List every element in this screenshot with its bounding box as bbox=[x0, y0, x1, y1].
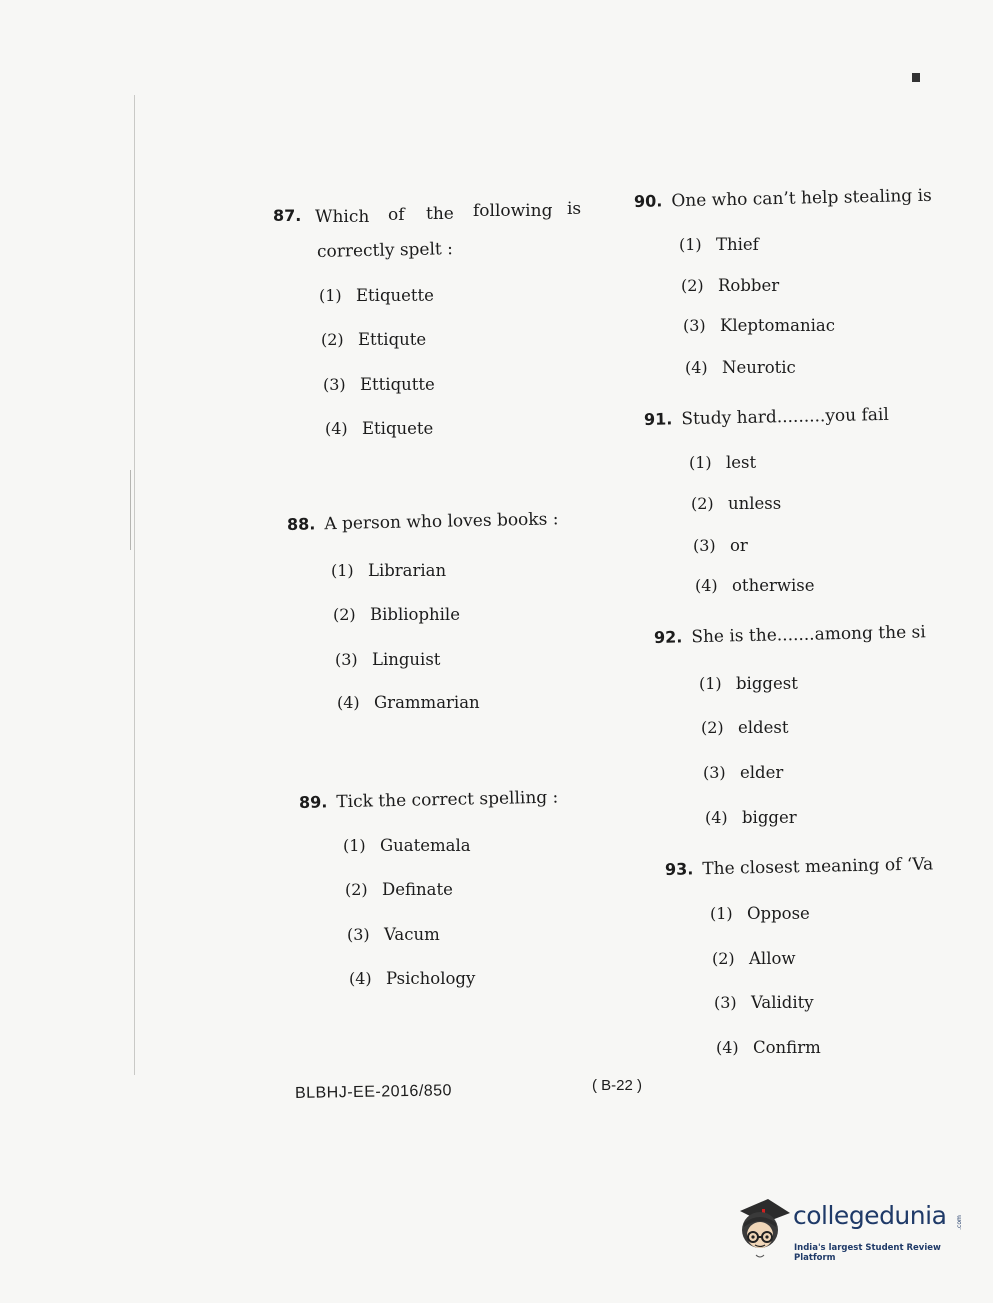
paper-code: BLBHJ-EE-2016/850 bbox=[294, 1082, 453, 1102]
question-number: 89. bbox=[298, 792, 328, 812]
option-3[interactable]: (3) Kleptomaniac bbox=[683, 316, 835, 335]
question-text-word: is bbox=[567, 199, 582, 219]
scan-edge-line bbox=[134, 95, 135, 1075]
option-4[interactable]: (4) Grammarian bbox=[337, 693, 480, 712]
option-2[interactable]: (2) eldest bbox=[701, 718, 789, 737]
option-3[interactable]: (3) elder bbox=[703, 763, 784, 782]
question-text: She is the.......among the si bbox=[691, 622, 926, 648]
mascot-icon bbox=[734, 1197, 794, 1261]
option-2[interactable]: (2) Robber bbox=[681, 276, 780, 295]
option-3[interactable]: (3) or bbox=[693, 536, 748, 555]
question-text: One who can’t help stealing is bbox=[671, 185, 932, 212]
question-number: 87. bbox=[273, 206, 302, 225]
brand-dotcom: .com bbox=[955, 1215, 963, 1230]
option-1[interactable]: (1) Librarian bbox=[331, 561, 447, 580]
brand-tagline: India's largest Student Review Platform bbox=[794, 1243, 941, 1263]
question-text: Tick the correct spelling : bbox=[336, 787, 559, 813]
question-text: A person who loves books : bbox=[324, 509, 559, 535]
option-2[interactable]: (2) Bibliophile bbox=[333, 605, 460, 624]
option-2[interactable]: (2) Ettiqute bbox=[321, 330, 427, 349]
option-4[interactable]: (4) Confirm bbox=[716, 1038, 821, 1057]
question-text-word: following bbox=[473, 201, 553, 221]
option-4[interactable]: (4) Neurotic bbox=[685, 358, 796, 377]
option-4[interactable]: (4) bigger bbox=[705, 808, 797, 827]
option-1[interactable]: (1) Etiquette bbox=[319, 286, 434, 305]
option-1[interactable]: (1) Guatemala bbox=[343, 836, 471, 855]
option-3[interactable]: (3) Linguist bbox=[335, 650, 441, 669]
question-text: correctly spelt : bbox=[316, 239, 454, 262]
option-1[interactable]: (1) Thief bbox=[679, 235, 759, 254]
question-number: 90. bbox=[633, 191, 663, 211]
option-1[interactable]: (1) lest bbox=[689, 453, 757, 472]
option-1[interactable]: (1) biggest bbox=[699, 674, 798, 693]
option-3[interactable]: (3) Vacum bbox=[347, 925, 440, 944]
scan-edge-line bbox=[130, 470, 131, 550]
option-4[interactable]: (4) Etiquete bbox=[325, 419, 434, 438]
question-number: 93. bbox=[664, 859, 694, 879]
brand-name: collegedunia bbox=[793, 1201, 947, 1230]
option-2[interactable]: (2) Allow bbox=[712, 949, 796, 968]
question-number: 91. bbox=[643, 409, 673, 429]
option-2[interactable]: (2) unless bbox=[691, 494, 782, 513]
option-4[interactable]: (4) Psichology bbox=[349, 969, 476, 988]
question-text-word: of bbox=[388, 205, 405, 225]
question-text: Study hard.........you fail bbox=[681, 404, 890, 430]
corner-mark bbox=[912, 73, 920, 82]
option-3[interactable]: (3) Ettiqutte bbox=[323, 375, 435, 394]
question-number: 88. bbox=[286, 514, 316, 534]
option-4[interactable]: (4) otherwise bbox=[695, 576, 815, 595]
option-2[interactable]: (2) Definate bbox=[345, 880, 453, 899]
question-text-word: Which bbox=[315, 207, 370, 227]
page-number: ( B-22 ) bbox=[592, 1077, 643, 1094]
question-number: 92. bbox=[653, 627, 683, 647]
collegedunia-watermark bbox=[732, 1195, 968, 1265]
option-1[interactable]: (1) Oppose bbox=[710, 904, 810, 923]
question-text: The closest meaning of ‘Va bbox=[702, 854, 934, 880]
question-text-word: the bbox=[426, 204, 454, 224]
option-3[interactable]: (3) Validity bbox=[714, 993, 814, 1012]
